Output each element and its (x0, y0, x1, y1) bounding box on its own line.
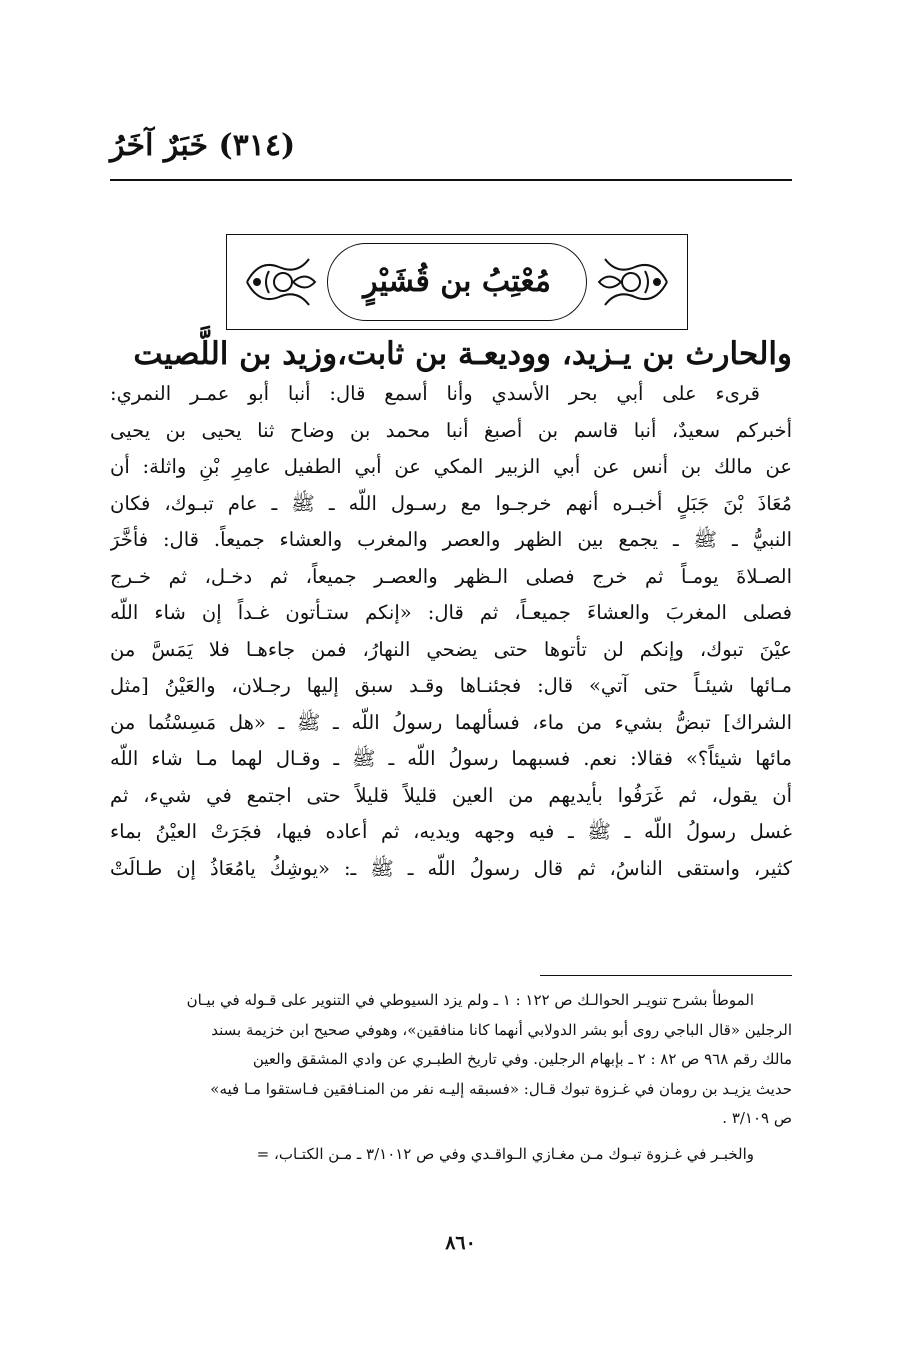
footnote-line: ص ٣/١٠٩ . (722, 1109, 792, 1127)
body-line: مـائها شيئـاً حتى آتي» قال: فجئنـاها وقـد سبق إليها رجـلان، والعَيْنُ [مثل (110, 674, 792, 697)
footnote-separator (540, 975, 792, 976)
footnote-line: مالك رقم ٩٦٨ ص ٨٢ : ٢ ـ بإبهام الرجلين. وفي تاريخ الطبـري عن وادي المشقق والعين (252, 1050, 792, 1068)
subtitle: والحارث بن يـزيد، ووديعـة بن ثابت،وزيد بن اللَّصيت (133, 336, 792, 372)
footnote-line: الموطأ بشرح تنويـر الحوالـك ص ١٢٢ : ١ ـ ولم يزد السيوطي في التنوير على قـوله في بيـان (186, 991, 754, 1009)
banner-cartouche (327, 243, 587, 321)
body-line: مُعَاذَ بْنَ جَبَلٍ أخبـره أنهم خرجـوا مع رسـول اللّه ـ ﷺ ـ عام تبـوك، فكان (110, 491, 792, 515)
right-ornament-icon (595, 249, 675, 315)
body-line: الشراك] تبضُّ بشيء من ماء، فسألهما رسولُ اللّه ـ ﷺ ـ «هل مَسِسْتُما من (110, 710, 792, 734)
footnotes (110, 986, 792, 1169)
body-line: الصـلاةَ يومـاً ثم خرج فصلى الـظهر والعصـر جميعاً، ثم دخـل، ثم خـرج (110, 564, 792, 588)
body-line: مائها شيئاً؟» فقالا: نعم. فسبهما رسولُ اللّه ـ ﷺ ـ وقـال لهما مـا شاء اللّه (110, 747, 792, 770)
body-line: أخبركم سعيدٌ، أنبا قاسم بن أصبغ أنبا محمد بن وضاح ثنا يحيى بن يحيى (110, 418, 792, 442)
body-line: فصلى المغربَ والعشاءَ جميعـاً، ثم قال: «إنكم ستـأتون غـداً إن شاء اللّه (110, 601, 792, 624)
body-line: كثير، واستقى الناسُ، ثم قال رسولُ اللّه ـ ﷺ ـ: «يوشِكُ يامُعَاذُ إن طـالَتْ (110, 856, 792, 880)
header-rule (110, 179, 792, 181)
chapter-title: (٣١٤) خَبَرٌ آخَرُ (110, 128, 296, 163)
body-text (110, 376, 792, 887)
banner-title: مُعْتِبُ بن قُشَيْرٍ (363, 264, 551, 299)
footnote-line: الرجلين «قال الباجي روى أبو بشر الدولابي أنهما كانا منافقين»، وهوفي صحيح ابن خزيمة بسند (211, 1020, 792, 1039)
page-number: ٨٦٠ (445, 1232, 476, 1254)
body-line: عيْنَ تبوك، وإنكم لن تأتوها حتى يضحي النهارُ، فمن جاءهـا فلا يَمَسَّ من (110, 637, 792, 661)
title-banner (226, 234, 688, 330)
footnote-line: حديث يزيـد بن رومان في غـزوة تبوك قـال: «فسبقه إليـه نفر من المنـافقين فـاستقوا مـا فيه» (210, 1079, 792, 1098)
body-line: غسل رسولُ اللّه ـ ﷺ ـ فيه وجهه ويديه، ثم أعاده فيها، فجَرَتْ العيْنُ بماء (110, 820, 792, 843)
body-line: النبيُّ ـ ﷺ ـ يجمع بين الظهر والعصر والمغرب والعشاء جميعاً. قال: فأخَّرَ (110, 528, 792, 551)
body-line: قرىء على أبي بحر الأسدي وأنا أسمع قال: أنبا أبو عمـر النمري: (110, 382, 760, 405)
footnote-line: والخبـر في غـزوة تبـوك مـن مغـازي الـواقـدي وفي ص ٣/١٠١٢ ـ مـن الكتـاب، = (256, 1144, 754, 1163)
left-ornament-icon (239, 249, 319, 315)
body-line: أن يقول، ثم غَرَفُوا بأيديهم من العين قليلاً قليلاً حتى اجتمع في شيء، ثم (110, 783, 792, 807)
body-line: عن مالك بن أنس عن أبي الزبير المكي عن أبي الطفيل عامِرِ بْنِ واثلة: أن (110, 455, 792, 478)
